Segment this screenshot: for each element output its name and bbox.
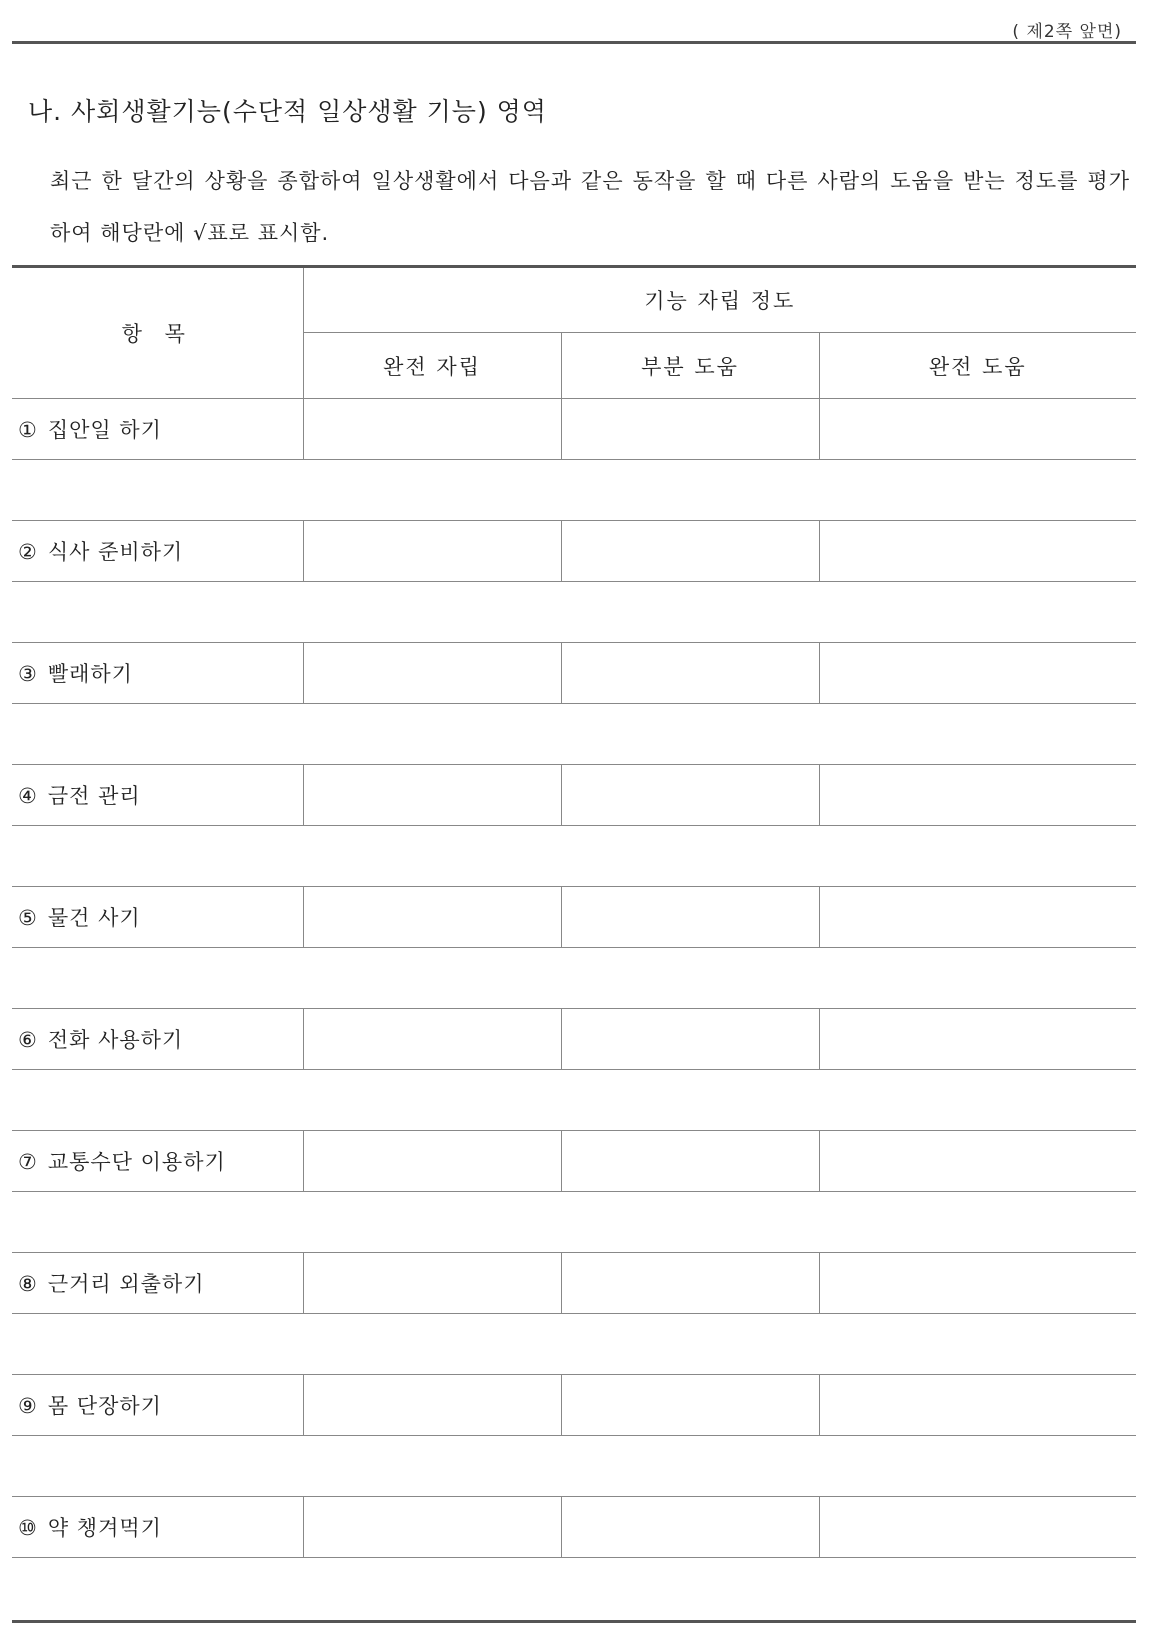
item-label: 전화 사용하기 <box>47 1028 184 1052</box>
full-independence-check-cell[interactable] <box>303 1009 561 1070</box>
partial-help-check-cell[interactable] <box>561 1131 819 1192</box>
table-body <box>12 399 1136 1619</box>
spacer-cell <box>12 1436 1136 1497</box>
spacer-cell <box>12 826 1136 887</box>
item-label-cell <box>12 1009 303 1070</box>
item-number: ⑩ <box>18 1516 38 1540</box>
spacer-row <box>12 1192 1136 1253</box>
table-row <box>12 1375 1136 1436</box>
spacer-cell <box>12 1314 1136 1375</box>
spacer-row <box>12 826 1136 887</box>
item-label-cell <box>12 765 303 826</box>
item-number: ⑤ <box>18 906 38 930</box>
independence-level-header: 기능 자립 정도 <box>303 267 1136 333</box>
table-row <box>12 1497 1136 1558</box>
partial-help-check-cell[interactable] <box>561 1009 819 1070</box>
partial-help-check-cell[interactable] <box>561 765 819 826</box>
item-label: 물건 사기 <box>47 906 141 930</box>
full-help-check-cell[interactable] <box>819 643 1136 704</box>
item-number: ⑥ <box>18 1028 38 1052</box>
rating-table <box>12 265 1136 1618</box>
full-independence-check-cell[interactable] <box>303 765 561 826</box>
full-help-check-cell[interactable] <box>819 1253 1136 1314</box>
spacer-row <box>12 460 1136 521</box>
item-number: ① <box>18 418 38 442</box>
full-help-check-cell[interactable] <box>819 399 1136 460</box>
page-label: ( 제2쪽 앞면) <box>1012 22 1122 42</box>
instructions-text: 최근 한 달간의 상황을 종합하여 일상생활에서 다음과 같은 동작을 할 때 다른 사람의 도움을 받는 정도를 평가하여 해당란에 √표로 표시함. <box>50 169 1130 245</box>
table-row <box>12 1009 1136 1070</box>
spacer-cell <box>12 1192 1136 1253</box>
table-row <box>12 399 1136 460</box>
item-label: 근거리 외출하기 <box>47 1272 205 1296</box>
full-independence-check-cell[interactable] <box>303 521 561 582</box>
table-row <box>12 1131 1136 1192</box>
item-label-cell <box>12 1375 303 1436</box>
full-independence-check-cell[interactable] <box>303 1375 561 1436</box>
column-full-independence: 완전 자립 <box>303 333 561 399</box>
item-label: 금전 관리 <box>47 784 141 808</box>
item-label-cell <box>12 643 303 704</box>
spacer-row <box>12 1436 1136 1497</box>
item-label: 교통수단 이용하기 <box>47 1150 226 1174</box>
partial-help-check-cell[interactable] <box>561 1253 819 1314</box>
full-help-check-cell[interactable] <box>819 1497 1136 1558</box>
column-full-help: 완전 도움 <box>819 333 1136 399</box>
full-help-check-cell[interactable] <box>819 521 1136 582</box>
partial-help-check-cell[interactable] <box>561 521 819 582</box>
full-independence-check-cell[interactable] <box>303 887 561 948</box>
item-label: 식사 준비하기 <box>47 540 184 564</box>
item-number: ④ <box>18 784 38 808</box>
spacer-row <box>12 1558 1136 1619</box>
table-row <box>12 887 1136 948</box>
spacer-cell <box>12 1070 1136 1131</box>
item-label: 몸 단장하기 <box>47 1394 162 1418</box>
item-label-cell <box>12 1253 303 1314</box>
item-number: ⑨ <box>18 1394 38 1418</box>
item-label-cell <box>12 521 303 582</box>
spacer-cell <box>12 582 1136 643</box>
item-label-cell <box>12 1497 303 1558</box>
table-row <box>12 765 1136 826</box>
table-row <box>12 521 1136 582</box>
item-number: ⑧ <box>18 1272 38 1296</box>
item-label-cell <box>12 399 303 460</box>
section-title: 나. 사회생활기능(수단적 일상생활 기능) 영역 <box>28 97 547 126</box>
item-label: 약 챙겨먹기 <box>47 1516 162 1540</box>
spacer-cell <box>12 1558 1136 1619</box>
full-independence-check-cell[interactable] <box>303 399 561 460</box>
item-number: ③ <box>18 662 38 686</box>
spacer-row <box>12 1070 1136 1131</box>
spacer-cell <box>12 704 1136 765</box>
column-partial-help: 부분 도움 <box>561 333 819 399</box>
table-row <box>12 643 1136 704</box>
spacer-row <box>12 948 1136 1009</box>
partial-help-check-cell[interactable] <box>561 1375 819 1436</box>
full-independence-check-cell[interactable] <box>303 1253 561 1314</box>
item-number: ② <box>18 540 38 564</box>
spacer-row <box>12 1314 1136 1375</box>
table-row <box>12 1253 1136 1314</box>
item-label: 빨래하기 <box>47 662 133 686</box>
top-divider <box>12 41 1136 44</box>
spacer-cell <box>12 460 1136 521</box>
full-help-check-cell[interactable] <box>819 1009 1136 1070</box>
full-independence-check-cell[interactable] <box>303 1497 561 1558</box>
partial-help-check-cell[interactable] <box>561 1497 819 1558</box>
bottom-divider <box>12 1620 1136 1623</box>
item-label-cell <box>12 887 303 948</box>
full-independence-check-cell[interactable] <box>303 643 561 704</box>
item-header: 항 목 <box>12 267 303 399</box>
item-number: ⑦ <box>18 1150 38 1174</box>
spacer-row <box>12 582 1136 643</box>
full-help-check-cell[interactable] <box>819 887 1136 948</box>
partial-help-check-cell[interactable] <box>561 887 819 948</box>
partial-help-check-cell[interactable] <box>561 643 819 704</box>
spacer-cell <box>12 948 1136 1009</box>
item-label-cell <box>12 1131 303 1192</box>
full-help-check-cell[interactable] <box>819 765 1136 826</box>
full-independence-check-cell[interactable] <box>303 1131 561 1192</box>
full-help-check-cell[interactable] <box>819 1131 1136 1192</box>
spacer-row <box>12 704 1136 765</box>
item-label: 집안일 하기 <box>47 418 162 442</box>
partial-help-check-cell[interactable] <box>561 399 819 460</box>
full-help-check-cell[interactable] <box>819 1375 1136 1436</box>
